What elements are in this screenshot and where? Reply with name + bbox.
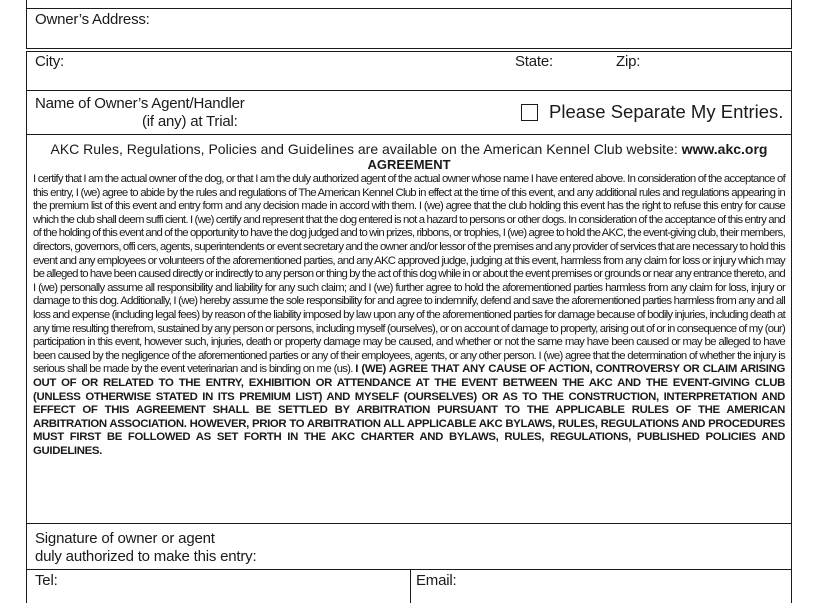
email-label: Email: — [416, 572, 457, 589]
owner-address-field[interactable] — [176, 10, 786, 44]
signature-label-line1: Signature of owner or agent — [35, 530, 215, 547]
zip-field[interactable] — [646, 53, 786, 87]
tel-field[interactable] — [66, 572, 406, 602]
separate-entries-checkbox[interactable] — [521, 104, 538, 121]
akc-website-link[interactable]: www.akc.org — [681, 141, 768, 157]
owner-address-label: Owner’s Address: — [35, 11, 150, 28]
entry-form — [26, 0, 792, 603]
tel-label: Tel: — [35, 572, 58, 589]
city-field[interactable] — [76, 53, 506, 87]
state-label: State: — [515, 53, 553, 70]
agreement-text — [33, 173, 785, 458]
arbitration-clause: I (WE) AGREE THAT ANY CAUSE OF ACTION, CONTROVERSY OR CLAIM ARISING OUT OF OR RELATED TO THE ENTRY, EXHIBITION OR ATTENDANCE AT THE EVENT BETWEEN THE AKC AND THE EVENT-GIVING CLUB (UNLESS OTHERWISE STATED IN ITS PREMIUM LIST) AND MYSELF (OURSELVES) OR AS TO THE CONSTRUCTION, INTERPRETATION AND EFFECT OF THIS AGREEMENT SHALL BE SETTLED BY ARBITRATION PURSUANT TO THE APPLICABLE RULES OF THE AMERICAN ARBITRATION ASSOCIATION. HOWEVER, PRIOR TO ARBITRATION ALL APPLICABLE AKC BYLAWS, RULES, REGULATIONS AND PROCEDURES MUST FIRST BE FOLLOWED AS SET FORTH IN THE AKC CHARTER AND BYLAWS, RULES, REGULATIONS, PUBLISHED POLICIES AND GUIDELINES. — [33, 363, 785, 457]
agent-field[interactable] — [238, 94, 513, 130]
email-field[interactable] — [466, 572, 786, 602]
agreement-body: I certify that I am the actual owner of the dog, or that I am the duly authorized agent of the actual owner whose name I have entered above. In consideration of the acceptance of this entry, I (we) agree to abide by the rules and regulations of The American Kennel Club in effect at the time of this event, and any additional rules and regulations appearing in the premium list of this event and entry form and any decision made in accord with them. I (we) agree that the club holding this event has the right to refuse this entry for cause which the club shall deem suffi cient. I (we) certify and represent that the dog entered is not a hazard to persons or other dogs. In consideration of the acceptance of this entry and of the holding of this event and of the opportunity to have the dog judged and to win prizes, ribbons, or trophies, I (we) agree to hold the AKC, the event-giving club, their members, directors, governors, offi cers, agents, superintendents or event secretary and the owner and/or lessor of the premises and any provider of services that are necessary to hold this event and any employees or volunteers of the aforementioned parties, and any AKC approved judge, judging at this event, harmless from any claim for loss or injury which may be alleged to have been caused directly or indirectly to any person or thing by the act of this dog while in or about the event premises or grounds or near any entrance thereto, and I (we) personally assume all responsibility and liability for any such claim; and I (we) further agree to hold the aforementioned parties harmless from any claim for loss, injury or damage to this dog. Additionally, I (we) hereby assume the sole responsibility for and agree to indemnify, defend and save the aforementioned parties harmless from any and all loss and expense (including legal fees) by reason of the liability imposed by law upon any of the aforementioned parties for damage because of bodily injuries, including death at any time resulting therefrom, sustained by any person or persons, including myself (ourselves), or on account of damage to property, arising out of or in consequence of my (our) participation in this event, however such, injuries, death or property damage may be caused, and whether or not the same may have been caused or may be alleged to have been caused by the negligence of the aforementioned parties or any of their employees, agents, or any other person. I (we) agree that the determination of whether the injury is serious shall be made by the event veterinarian and is binding on me (us). — [33, 173, 785, 376]
divider — [26, 8, 792, 9]
zip-label: Zip: — [616, 53, 641, 70]
agent-label-line2: (if any) at Trial: — [142, 113, 238, 130]
signature-field[interactable] — [276, 527, 786, 565]
divider — [26, 51, 792, 52]
agreement-title: AGREEMENT — [367, 157, 451, 172]
separate-entries-label: Please Separate My Entries. — [549, 101, 784, 122]
agent-label-line1: Name of Owner’s Agent/Handler — [35, 95, 245, 112]
state-field[interactable] — [558, 53, 608, 87]
signature-label-line2: duly authorized to make this entry: — [35, 548, 257, 565]
divider — [410, 569, 411, 603]
city-label: City: — [35, 53, 65, 70]
rules-text: AKC Rules, Regulations, Policies and Guidelines are available on the American Kennel Club website: — [50, 141, 678, 157]
divider — [26, 48, 792, 49]
rules-notice — [26, 141, 792, 157]
